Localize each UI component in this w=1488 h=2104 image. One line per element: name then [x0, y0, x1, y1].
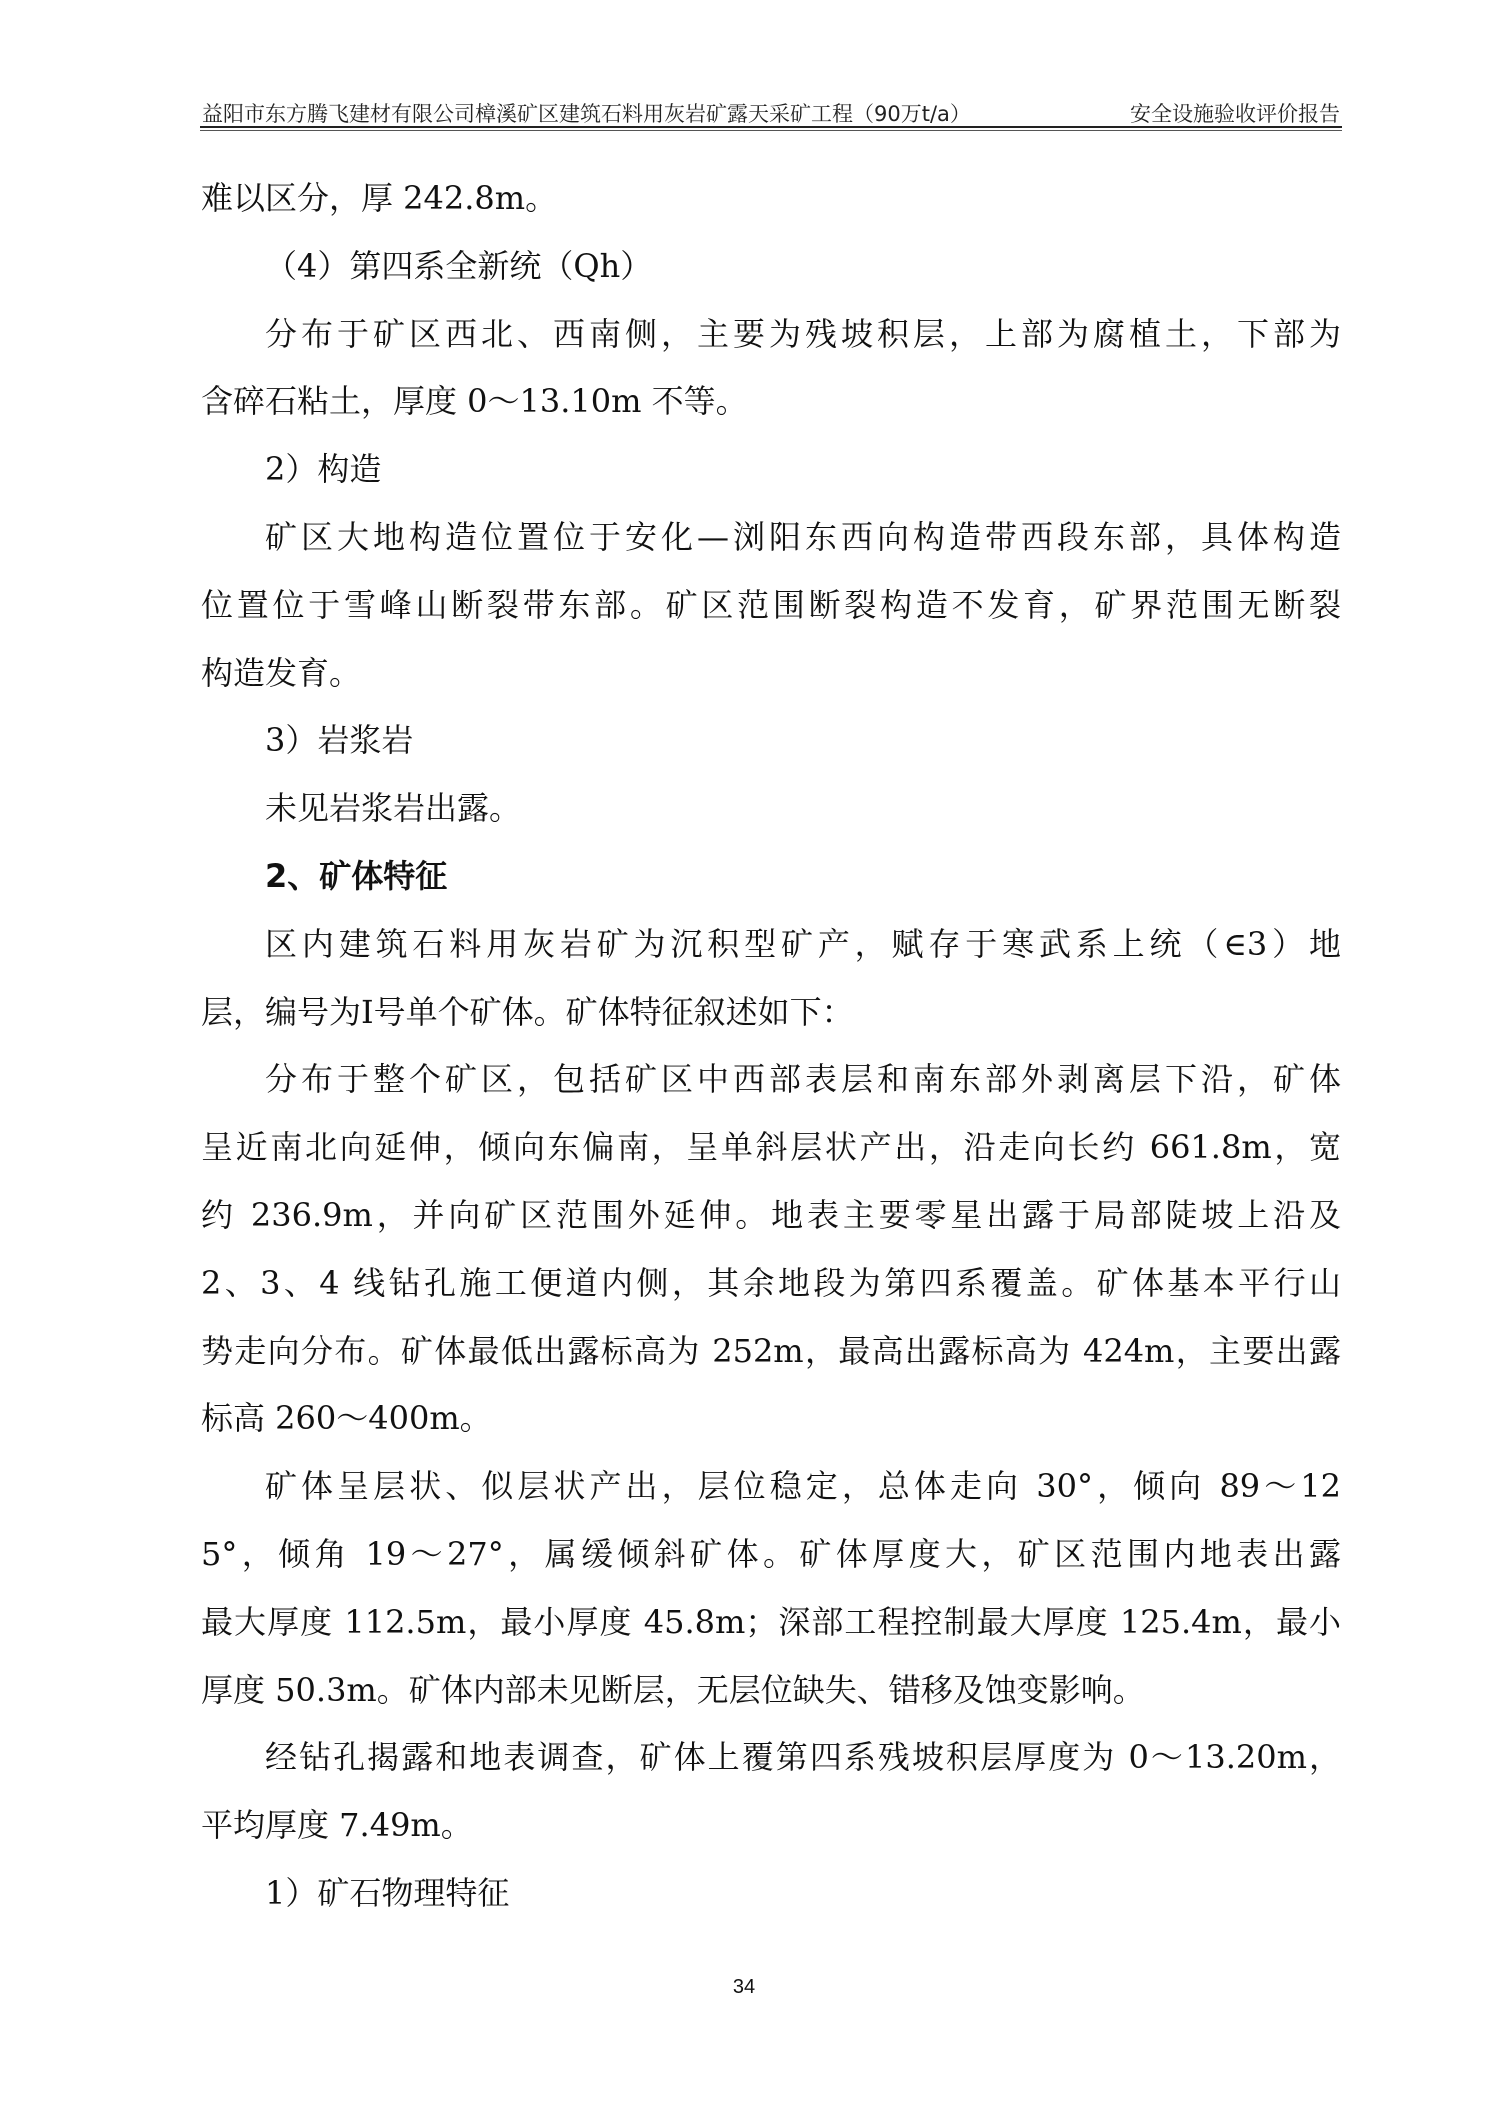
- text-line: 约 236.9m，并向矿区范围外延伸。地表主要零星出露于局部陡坡上沿及: [201, 1195, 1341, 1234]
- text-line: 经钻孔揭露和地表调查，矿体上覆第四系残坡积层厚度为 0～13.20m，: [265, 1738, 1341, 1777]
- text-line: 难以区分，厚 242.8m。: [201, 179, 558, 217]
- text-line: 分布于矿区西北、西南侧，主要为残坡积层，上部为腐植土，下部为: [265, 314, 1341, 353]
- text-line: 矿区大地构造位置位于安化—浏阳东西向构造带西段东部，具体构造: [265, 517, 1341, 556]
- section-heading: 2、矿体特征: [265, 856, 448, 895]
- text-line: 平均厚度 7.49m。: [201, 1806, 473, 1845]
- header-title: 益阳市东方腾飞建材有限公司樟溪矿区建筑石料用灰岩矿露天采矿工程（90万t/a）: [202, 102, 971, 126]
- text-line: 分布于整个矿区，包括矿区中西部表层和南东部外剥离层下沿，矿体: [265, 1060, 1341, 1099]
- text-line: 厚度 50.3m。矿体内部未见断层，无层位缺失、错移及蚀变影响。: [201, 1670, 1145, 1709]
- text-line: 标高 260～400m。: [201, 1399, 492, 1438]
- text-line: 区内建筑石料用灰岩矿为沉积型矿产，赋存于寒武系上统（∈3）地: [265, 924, 1341, 963]
- text-line: 位置位于雪峰山断裂带东部。矿区范围断裂构造不发育，矿界范围无断裂: [201, 585, 1341, 624]
- text-line: 1）矿石物理特征: [265, 1873, 510, 1912]
- text-line: 2、3、4 线钻孔施工便道内侧，其余地段为第四系覆盖。矿体基本平行山: [201, 1263, 1341, 1302]
- header-rule-thin: [200, 130, 1342, 131]
- body-text: [201, 165, 1341, 1928]
- page-number: 34: [732, 1976, 756, 1998]
- text-line: 最大厚度 112.5m，最小厚度 45.8m；深部工程控制最大厚度 125.4m，最小: [201, 1602, 1341, 1641]
- text-line: 2）构造: [265, 450, 382, 489]
- text-line: 矿体呈层状、似层状产出，层位稳定，总体走向 30°，倾向 89～12: [265, 1467, 1341, 1506]
- text-line: 势走向分布。矿体最低出露标高为 252m，最高出露标高为 424m，主要出露: [201, 1331, 1341, 1370]
- text-line: 未见岩浆岩出露。: [265, 789, 522, 828]
- header-report-type: 安全设施验收评价报告: [1130, 102, 1340, 126]
- text-line: 含碎石粘土，厚度 0～13.10m 不等。: [201, 382, 748, 421]
- text-line: （4）第四系全新统（Qh）: [265, 246, 653, 285]
- text-line: 3）岩浆岩: [265, 721, 414, 760]
- text-line: 构造发育。: [201, 653, 362, 692]
- text-line: 5°，倾角 19～27°，属缓倾斜矿体。矿体厚度大，矿区范围内地表出露: [201, 1534, 1341, 1573]
- text-line: 层，编号为Ⅰ号单个矿体。矿体特征叙述如下：: [201, 992, 854, 1031]
- text-line: 呈近南北向延伸，倾向东偏南，呈单斜层状产出，沿走向长约 661.8m，宽: [201, 1128, 1341, 1167]
- header-rule: [200, 126, 1342, 128]
